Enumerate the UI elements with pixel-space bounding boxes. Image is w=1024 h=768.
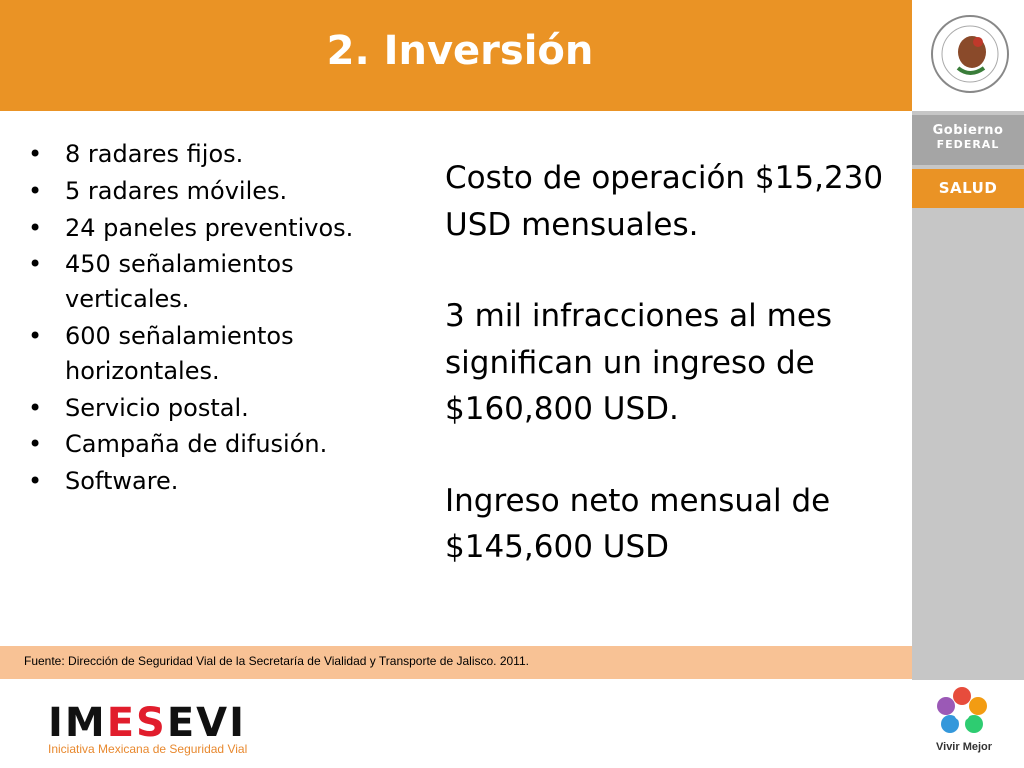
- list-item: • 24 paneles preventivos.: [28, 211, 418, 246]
- list-item: • 450 señalamientos verticales.: [28, 247, 418, 317]
- net-income-text: Ingreso neto mensual de $145,600 USD: [445, 482, 831, 565]
- gobierno-label: Gobierno: [932, 123, 1004, 138]
- vivir-mejor-flower-icon: [934, 686, 990, 740]
- list-item: • Servicio postal.: [28, 391, 418, 426]
- source-bar: [0, 646, 912, 679]
- source-note: Fuente: Dirección de Seguridad Vial de la Secretaría de Vialidad y Transporte de Jalisco. 2011.: [24, 654, 529, 668]
- logo-part: ES: [106, 700, 167, 746]
- list-item: • 5 radares móviles.: [28, 174, 418, 209]
- list-item: • 8 radares fijos.: [28, 137, 418, 172]
- imesevi-subtitle: Iniciativa Mexicana de Seguridad Vial: [48, 742, 248, 756]
- investment-list: [28, 137, 418, 501]
- vivir-mejor-label: Vivir Mejor: [936, 741, 993, 753]
- logo-part: IM: [48, 700, 107, 746]
- list-item: • Software.: [28, 464, 418, 499]
- mexican-seal-icon: [928, 12, 1012, 96]
- operation-cost-text: Costo de operación $15,230 USD mensuales.: [445, 160, 884, 243]
- salud-badge: SALUD: [912, 169, 1024, 208]
- federal-label: FEDERAL: [936, 138, 1000, 151]
- infractions-text: 3 mil infracciones al mes significan un ingreso de $160,800 USD.: [445, 298, 833, 427]
- imesevi-logo: [48, 700, 246, 746]
- slide-title: 2. Inversión: [326, 28, 594, 74]
- logo-part: EVI: [166, 700, 246, 746]
- list-item: • 600 señalamientos horizontales.: [28, 319, 418, 389]
- gobierno-federal-badge: [912, 115, 1024, 165]
- summary-text: [445, 155, 905, 616]
- list-item: • Campaña de difusión.: [28, 427, 418, 462]
